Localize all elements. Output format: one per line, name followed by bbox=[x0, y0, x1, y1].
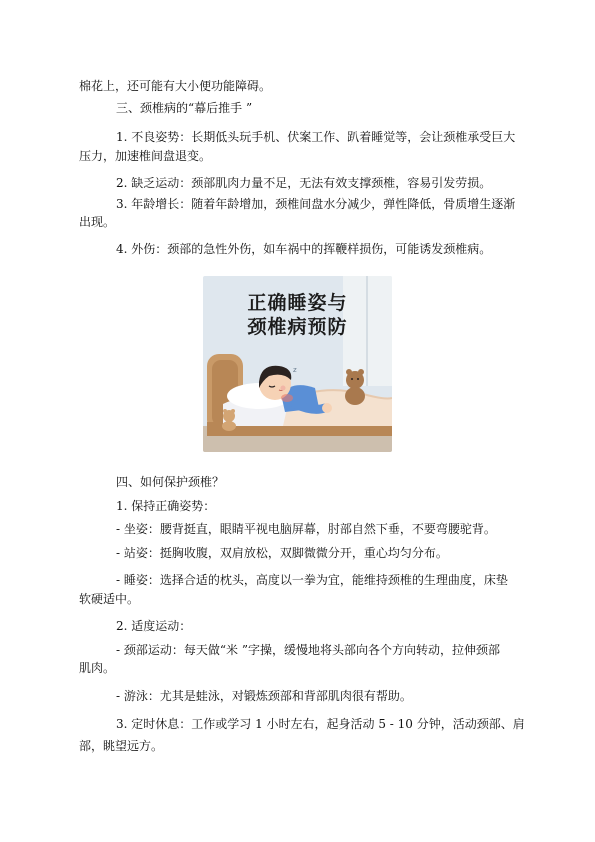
list-item: - 睡姿：选择合适的枕头，高度以一拳为宜，能维持颈椎的生理曲度，床垫 bbox=[116, 573, 508, 587]
text-line: 棉花上，还可能有大小便功能障碍。 bbox=[79, 79, 272, 93]
list-item: 2. 适度运动： bbox=[116, 619, 192, 633]
list-item-continuation: 软硬适中。 bbox=[79, 592, 140, 606]
list-item: 3. 年龄增长：随着年龄增加，颈椎间盘水分减少，弹性降低，骨质增生逐渐 bbox=[116, 197, 516, 211]
list-item: 2. 缺乏运动：颈部肌肉力量不足，无法有效支撑颈椎，容易引发劳损。 bbox=[116, 176, 492, 190]
list-item-continuation: 肌肉。 bbox=[79, 661, 116, 675]
list-item: 1. 不良姿势：长期低头玩手机、伏案工作、趴着睡觉等，会让颈椎承受巨大 bbox=[116, 130, 516, 144]
list-item: - 站姿：挺胸收腹，双肩放松，双脚微微分开，重心均匀分布。 bbox=[116, 546, 448, 560]
list-item-continuation: 部，眺望远方。 bbox=[79, 739, 164, 753]
list-item: - 坐姿：腰背挺直，眼睛平视电脑屏幕，肘部自然下垂，不要弯腰驼背。 bbox=[116, 522, 496, 536]
svg-text:z: z bbox=[293, 366, 297, 374]
list-item: 4. 外伤：颈部的急性外伤，如车祸中的挥鞭样损伤，可能诱发颈椎病。 bbox=[116, 242, 492, 256]
list-item: - 游泳：尤其是蛙泳，对锻炼颈部和背部肌肉很有帮助。 bbox=[116, 689, 412, 703]
list-item-continuation: 出现。 bbox=[79, 215, 116, 229]
sleeping-posture-illustration bbox=[203, 276, 392, 452]
illustration-title-line-1: 正确睡姿与 bbox=[247, 292, 348, 314]
list-item: 1. 保持正确姿势： bbox=[116, 499, 216, 513]
section-heading: 三、颈椎病的“幕后推手 ” bbox=[116, 101, 253, 115]
list-item: 3. 定时休息：工作或学习 1 小时左右，起身活动 5 - 10 分钟，活动颈部、肩 bbox=[116, 717, 525, 731]
illustration-title-line-2: 颈椎病预防 bbox=[247, 316, 348, 338]
list-item: - 颈部运动：每天做“米 ”字操，缓慢地将头部向各个方向转动，拉伸颈部 bbox=[116, 643, 500, 657]
list-item-continuation: 压力，加速椎间盘退变。 bbox=[79, 149, 212, 163]
section-heading: 四、如何保护颈椎？ bbox=[116, 475, 225, 489]
